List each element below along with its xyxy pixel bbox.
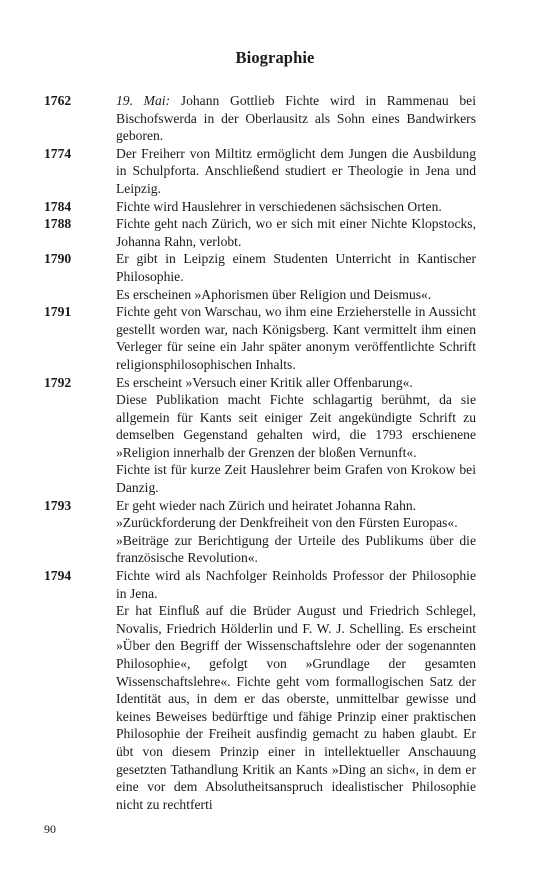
- entry-year: 1794: [44, 568, 72, 584]
- paragraph-text: Fichte ist für kurze Zeit Hauslehrer beim Grafen von Krokow bei Danzig.: [116, 462, 476, 496]
- entry-body: [116, 303, 476, 373]
- entry-body: [116, 250, 476, 303]
- entry-year: 1792: [44, 374, 72, 390]
- paragraph-text: Es erscheinen »Aphorismen über Religion und Deismus«.: [116, 286, 432, 302]
- paragraph-text: Johann Gottlieb Fichte wird in Rammenau bei Bischofswerda in der Oberlausitz als Sohn eines Bandwirkers geboren.: [116, 93, 476, 144]
- paragraph-text: Er geht wieder nach Zürich und heiratet Johanna Rahn.: [116, 497, 417, 513]
- entry-paragraph: [116, 92, 476, 145]
- entry-paragraph: [116, 198, 476, 216]
- paragraph-text: Diese Publikation macht Fichte schlagartig berühmt, da sie allgemein für Kants seit einiger Zeit angekündigte Schrift zu demselben Gegenstand gehalten wird, die 1793 erschienene »Religion innerhalb der Grenzen der bloßen Vernunft«.: [116, 392, 476, 460]
- entry-paragraph: [116, 532, 476, 567]
- entry-paragraph: [116, 303, 476, 373]
- paragraph-text: »Zurückforderung der Denkfreiheit von den Fürsten Europas«.: [116, 515, 458, 531]
- entry-year: 1793: [44, 497, 72, 513]
- entry-paragraph: [116, 250, 476, 285]
- paragraph-text: Fichte geht von Warschau, wo ihm eine Erzieherstelle in Aussicht gestellt worden war, nach Königsberg. Kant vermittelt ihm einen Verleger für seine ein Jahr später anonym veröffentlichte Schrift religionsphilosophischen Inhalts.: [116, 304, 476, 372]
- paragraph-text: »Beiträge zur Berichtigung der Urteile des Publikums über die französische Revolution«.: [116, 532, 476, 566]
- entry-body: [116, 198, 476, 216]
- entry-paragraph: [116, 215, 476, 250]
- entry-paragraph: [116, 391, 476, 461]
- chronology-entry: [44, 92, 476, 145]
- paragraph-text: Fichte wird Hauslehrer in verschiedenen sächsischen Orten.: [116, 198, 442, 214]
- entry-body: [116, 215, 476, 250]
- chronology-entry: [44, 145, 476, 198]
- paragraph-text: Er hat Einfluß auf die Brüder August und Friedrich Schlegel, Novalis, Friedrich Hölderlin und F. W. J. Schelling. Es erscheint »Über den Begriff der Wissenschaftslehre oder der sogenannten Philosophie«, gefolgt von »Grundlage der gesamten Wissenschaftslehre«. Fichte geht vom formallogischen Satz der Identität aus, in dem er das oberste, unmittelbar gewisse und keines Beweises bedürftige und fähige Prinzip einer praktischen Philosophie der Freiheit ausfindig gemacht zu haben glaubt. Er übt von diesem Prinzip einer in intellektueller Anschauung gesetzten Tathandlung Kritik an Kants »Ding an sich«, in dem er eine vor dem Absolutheitsanspruch idealistischer Philosophie nicht zu rechtferti: [116, 603, 476, 812]
- entry-paragraph: [116, 567, 476, 602]
- chronology-entry: [44, 303, 476, 373]
- entry-year: 1762: [44, 93, 72, 108]
- paragraph-text: Er gibt in Leipzig einem Studenten Unterricht in Kantischer Philosophie.: [116, 251, 476, 284]
- chronology-list: [44, 92, 476, 813]
- entry-paragraph: [116, 602, 476, 813]
- entry-paragraph: [116, 461, 476, 496]
- entry-year: 1774: [44, 145, 72, 161]
- entry-paragraph: [116, 145, 476, 198]
- paragraph-text: Fichte wird als Nachfolger Reinholds Professor der Philosophie in Jena.: [116, 568, 476, 601]
- page-number: 90: [44, 822, 56, 836]
- entry-body: [116, 567, 476, 813]
- entry-body: [116, 145, 476, 198]
- entry-paragraph: [116, 497, 476, 515]
- entry-year: 1791: [44, 304, 72, 320]
- entry-body: [116, 497, 476, 567]
- paragraph-text: Der Freiherr von Miltitz ermöglicht dem Jungen die Ausbildung in Schulpforta. Anschließend studiert er Theologie in Jena und Leipzig.: [116, 145, 476, 196]
- chronology-entry: [44, 215, 476, 250]
- entry-paragraph: [116, 374, 476, 392]
- chronology-entry: [44, 250, 476, 303]
- entry-year: 1788: [44, 216, 72, 232]
- entry-paragraph: [116, 286, 476, 304]
- entry-body: [116, 374, 476, 497]
- entry-year: 1784: [44, 198, 72, 214]
- entry-year: 1790: [44, 251, 72, 267]
- chronology-entry: [44, 567, 476, 813]
- chronology-entry: [44, 198, 476, 216]
- paragraph-text: Fichte geht nach Zürich, wo er sich mit einer Nichte Klopstocks, Johanna Rahn, verlobt.: [116, 216, 476, 249]
- chronology-entry: [44, 374, 476, 497]
- entry-paragraph: [116, 514, 476, 532]
- entry-body: [116, 92, 476, 145]
- page-title: Biographie: [235, 48, 315, 67]
- chronology-entry: [44, 497, 476, 567]
- date-emphasis: 19. Mai:: [116, 93, 171, 108]
- paragraph-text: Es erscheint »Versuch einer Kritik aller Offenbarung«.: [116, 374, 413, 390]
